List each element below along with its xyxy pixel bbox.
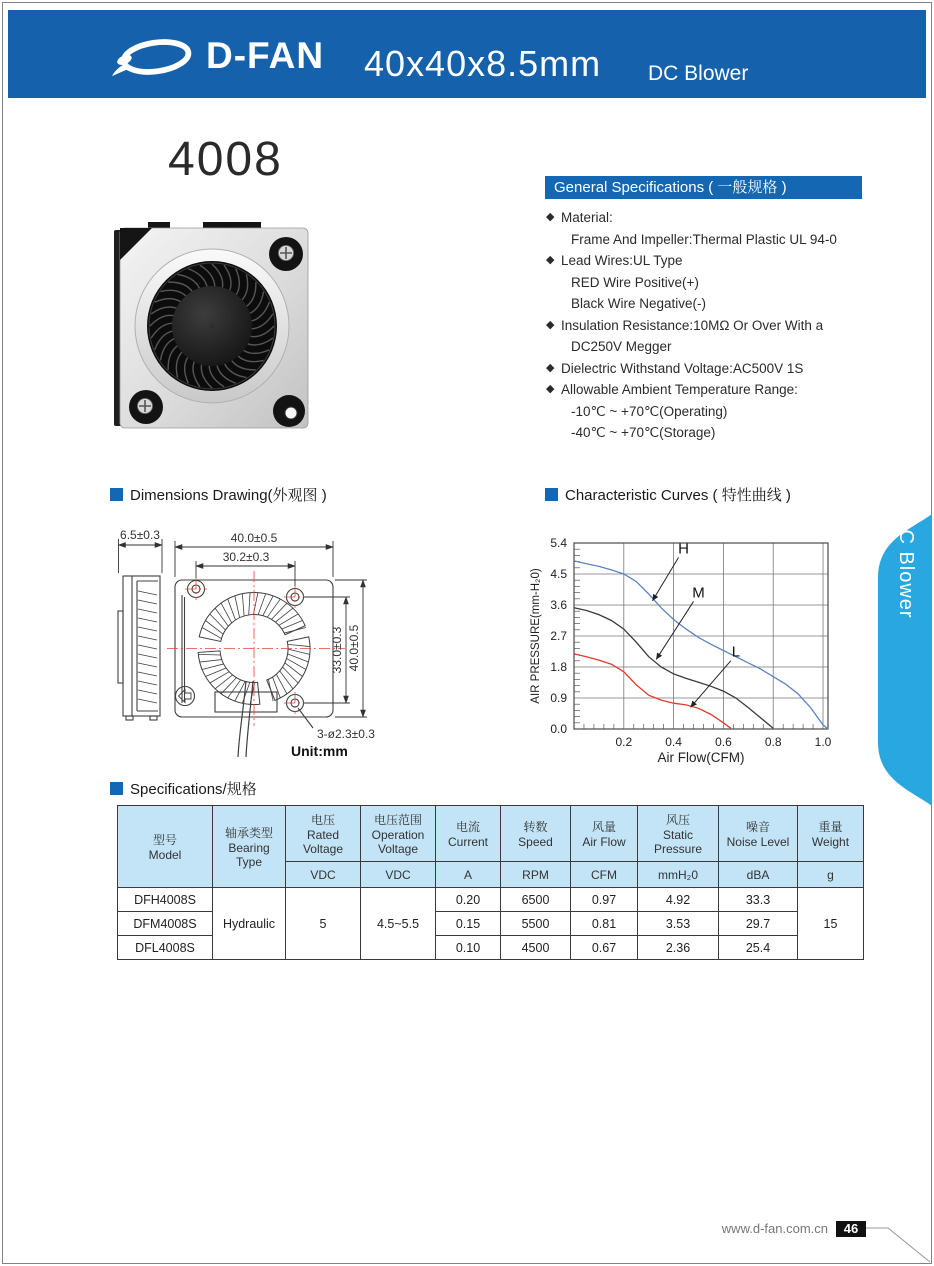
section-title: Characteristic Curves ( 特性曲线 ) xyxy=(565,487,791,504)
cell-rated-voltage: 5 xyxy=(286,888,361,960)
col-header-speed: 转数 Speed xyxy=(501,806,571,862)
cell-pressure: 3.53 xyxy=(638,912,719,936)
spec-item: ◆ Insulation Resistance:10MΩ Or Over With a xyxy=(546,315,886,337)
svg-text:0.8: 0.8 xyxy=(764,735,782,749)
cell-noise: 33.3 xyxy=(719,888,798,912)
cell-airflow: 0.97 xyxy=(571,888,638,912)
table-row xyxy=(118,888,864,912)
svg-text:Air Flow(CFM): Air Flow(CFM) xyxy=(657,750,745,765)
diamond-bullet-icon: ◆ xyxy=(546,318,555,331)
cell-speed: 6500 xyxy=(501,888,571,912)
dim-height: 40.0±0.5 xyxy=(347,624,361,672)
unit-mmh2o: mmH₂0 xyxy=(638,862,719,888)
cell-current: 0.10 xyxy=(436,936,501,960)
section-bullet-icon xyxy=(110,782,123,795)
section-title: Specifications/规格 xyxy=(130,781,257,798)
tab-label: DC Blower xyxy=(895,514,917,619)
page-title: 40x40x8.5mm xyxy=(364,43,602,84)
unit-g: g xyxy=(798,862,864,888)
cell-current: 0.20 xyxy=(436,888,501,912)
svg-text:3.6: 3.6 xyxy=(550,598,567,612)
section-heading-specifications xyxy=(110,778,257,799)
cell-speed: 4500 xyxy=(501,936,571,960)
cell-airflow: 0.81 xyxy=(571,912,638,936)
diamond-bullet-icon xyxy=(556,401,571,423)
cell-speed: 5500 xyxy=(501,912,571,936)
cell-operation-voltage: 4.5~5.5 xyxy=(361,888,436,960)
svg-text:M: M xyxy=(692,584,705,602)
product-photo xyxy=(108,210,320,450)
svg-text:AIR PRESSURE(mm-H₂0): AIR PRESSURE(mm-H₂0) xyxy=(530,568,542,704)
cell-model: DFL4008S xyxy=(118,936,213,960)
svg-text:L: L xyxy=(731,643,741,661)
fan-swoosh-icon xyxy=(112,32,204,80)
svg-text:0.9: 0.9 xyxy=(550,691,567,705)
spec-item: Black Wire Negative(-) xyxy=(546,293,886,315)
dim-holes: 3-ø2.3±0.3 xyxy=(317,727,375,741)
col-header-bearing: 轴承类型 Bearing Type xyxy=(213,806,286,888)
spec-item: -40℃ ~ +70℃(Storage) xyxy=(546,422,886,444)
spec-item: -10℃ ~ +70℃(Operating) xyxy=(546,401,886,423)
dimensions-drawing xyxy=(105,515,535,770)
svg-text:1.0: 1.0 xyxy=(814,735,832,749)
diamond-bullet-icon: ◆ xyxy=(546,211,555,223)
website-link[interactable]: www.d-fan.com.cn xyxy=(721,1221,828,1236)
diamond-bullet-icon xyxy=(556,293,571,315)
diamond-bullet-icon: ◆ xyxy=(546,254,555,266)
col-header-noise: 噪音 Noise Level xyxy=(719,806,798,862)
spec-item: Frame And Impeller:Thermal Plastic UL 94-0 xyxy=(546,229,886,251)
svg-text:0.4: 0.4 xyxy=(665,735,682,749)
brand-name: D-FAN xyxy=(206,35,325,76)
spec-item: ◆ Allowable Ambient Temperature Range: xyxy=(546,379,886,401)
diamond-bullet-icon xyxy=(556,336,571,358)
header-bar xyxy=(8,10,926,98)
section-heading-dimensions xyxy=(110,484,327,505)
diamond-bullet-icon xyxy=(556,229,571,251)
dim-hole-span-v: 33.0±0.3 xyxy=(330,626,344,674)
dim-depth: 6.5±0.3 xyxy=(120,528,160,542)
cell-weight: 15 xyxy=(798,888,864,960)
col-header-airflow: 风量 Air Flow xyxy=(571,806,638,862)
svg-text:H: H xyxy=(678,540,689,558)
cell-model: DFH4008S xyxy=(118,888,213,912)
spec-item: ◆ Material: xyxy=(546,207,886,229)
col-header-model: 型号 Model xyxy=(118,806,213,888)
unit-cfm: CFM xyxy=(571,862,638,888)
unit-a: A xyxy=(436,862,501,888)
section-bullet-icon xyxy=(110,488,123,501)
model-number: 4008 xyxy=(168,133,283,186)
diamond-bullet-icon: ◆ xyxy=(546,361,555,374)
svg-text:0.0: 0.0 xyxy=(550,722,567,736)
svg-text:2.7: 2.7 xyxy=(550,629,567,643)
section-bullet-icon xyxy=(545,488,558,501)
section-heading-curves xyxy=(545,484,791,505)
cell-current: 0.15 xyxy=(436,912,501,936)
svg-text:5.4: 5.4 xyxy=(550,536,567,550)
col-header-operation-voltage: 电压范围 Operation Voltage xyxy=(361,806,436,862)
specifications-table xyxy=(117,805,864,960)
unit-label: Unit:mm xyxy=(291,743,348,759)
spec-item: RED Wire Positive(+) xyxy=(546,272,886,294)
general-specs-list xyxy=(546,207,886,444)
product-type-label: DC Blower xyxy=(648,62,749,85)
svg-text:0.6: 0.6 xyxy=(715,735,732,749)
characteristic-curves-chart xyxy=(528,533,868,778)
svg-text:0.2: 0.2 xyxy=(615,735,633,749)
cell-airflow: 0.67 xyxy=(571,936,638,960)
svg-text:4.5: 4.5 xyxy=(550,567,567,581)
col-header-rated-voltage: 电压 Rated Voltage xyxy=(286,806,361,862)
cell-bearing: Hydraulic xyxy=(213,888,286,960)
col-header-weight: 重量 Weight xyxy=(798,806,864,862)
page-number-badge: 46 xyxy=(836,1221,866,1237)
unit-rpm: RPM xyxy=(501,862,571,888)
section-title: Dimensions Drawing(外观图 ) xyxy=(130,487,327,504)
cell-pressure: 2.36 xyxy=(638,936,719,960)
cell-noise: 25.4 xyxy=(719,936,798,960)
col-header-current: 电流 Current xyxy=(436,806,501,862)
brand-logo xyxy=(112,32,324,80)
cell-noise: 29.7 xyxy=(719,912,798,936)
unit-vdc: VDC xyxy=(286,862,361,888)
dim-hole-span-h: 30.2±0.3 xyxy=(222,550,270,564)
diamond-bullet-icon xyxy=(556,272,571,294)
spec-item: DC250V Megger xyxy=(546,336,886,358)
unit-vdc: VDC xyxy=(361,862,436,888)
col-header-pressure: 风压 Static Pressure xyxy=(638,806,719,862)
unit-dba: dBA xyxy=(719,862,798,888)
cell-pressure: 4.92 xyxy=(638,888,719,912)
diamond-bullet-icon: ◆ xyxy=(546,383,555,395)
svg-text:1.8: 1.8 xyxy=(550,660,567,674)
diamond-bullet-icon xyxy=(556,422,571,444)
general-specs-title-bar: General Specifications ( 一般规格 ) xyxy=(545,176,862,199)
spec-item: ◆ Dielectric Withstand Voltage:AC500V 1S xyxy=(546,358,886,380)
spec-item: ◆ Lead Wires:UL Type xyxy=(546,250,886,272)
side-tab-dc-blower xyxy=(872,514,932,806)
dim-width: 40.0±0.5 xyxy=(230,531,278,545)
cell-model: DFM4008S xyxy=(118,912,213,936)
corner-decoration xyxy=(860,1214,934,1266)
